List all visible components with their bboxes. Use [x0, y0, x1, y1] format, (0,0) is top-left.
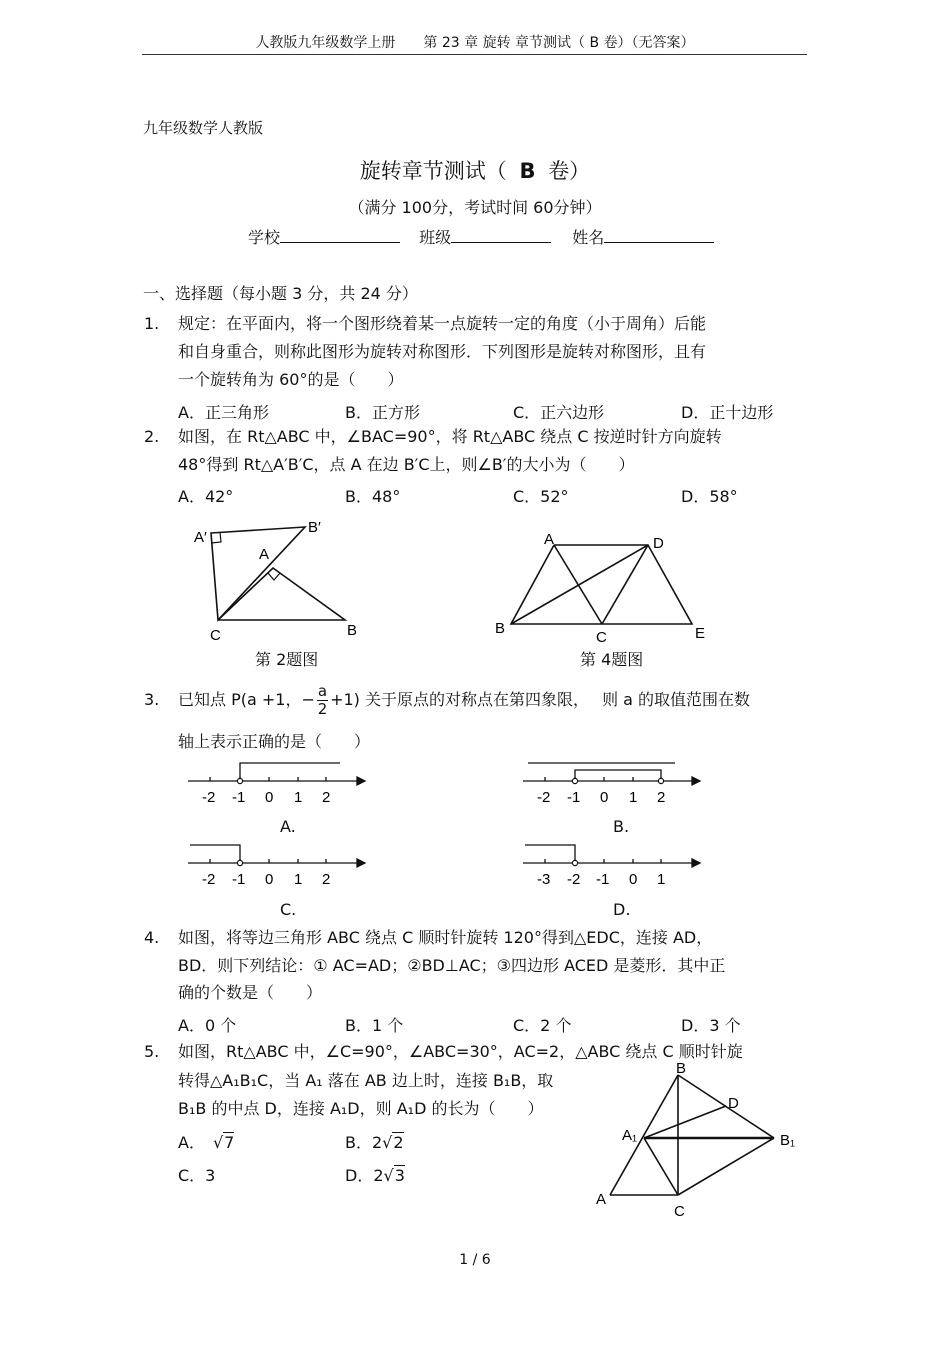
q1-line: 规定：在平面内，将一个图形绕着某一点旋转一定的角度（小于周角）后能: [178, 314, 707, 333]
tick-label: 2: [322, 789, 331, 806]
q1-line: 和自身重合，则称此图形为旋转对称图形．下列图形是旋转对称图形，且有: [178, 342, 707, 361]
figure-q2: [180, 510, 380, 650]
sqrt-sign: √: [382, 1133, 393, 1152]
class-blank[interactable]: [451, 228, 551, 243]
number-line-b[interactable]: [520, 755, 705, 810]
open-point: [237, 860, 242, 865]
title-end: 卷）: [548, 159, 591, 183]
q4-option-d[interactable]: D．3 个: [681, 1016, 741, 1035]
tick-label: 0: [265, 789, 274, 806]
outline-abde: [511, 545, 692, 624]
label-c: C: [596, 629, 607, 646]
label-d: D: [653, 535, 664, 552]
number-line-d[interactable]: [520, 837, 705, 892]
fig2-caption: 第 2题图: [255, 650, 319, 669]
label-b: B: [347, 622, 358, 639]
q2-line: 如图，在 Rt△ABC 中，∠BAC=90°，将 Rt△ABC 绕点 C 按逆时针方向旋转: [178, 427, 722, 446]
tick-label: -1: [596, 871, 610, 888]
tick-label: 1: [294, 871, 303, 888]
title-text: 旋转章节测试（: [359, 159, 507, 183]
school-label: 学校: [248, 228, 281, 247]
q2-number: 2.: [144, 427, 160, 446]
tick-label: -2: [202, 871, 216, 888]
tick-label: -1: [232, 789, 246, 806]
q3-frac-num: a: [317, 682, 328, 700]
q3-pre: 已知点 P(a +1，−: [178, 690, 315, 709]
open-point: [572, 860, 577, 865]
q5-option-a[interactable]: [178, 1130, 234, 1153]
name-blank[interactable]: [604, 228, 714, 243]
q5-option-d-label: D．2: [345, 1166, 384, 1185]
q3-option-c[interactable]: C.: [280, 900, 297, 919]
page-number: 1 / 6: [459, 1252, 491, 1268]
subject-tag: 九年级数学人教版: [143, 119, 264, 137]
q3-option-b[interactable]: B.: [613, 817, 630, 836]
segment-cb1: [678, 1138, 774, 1195]
figure-q5: [590, 1060, 810, 1225]
q5-line: 如图，Rt△ABC 中，∠C=90°，∠ABC=30°，AC=2，△ABC 绕点 C 顺时针旋: [178, 1042, 743, 1061]
subtitle: （满分 100分，考试时间 60分钟）: [348, 198, 602, 217]
q4-line: BD．则下列结论：① AC=AD；②BD⊥AC；③四边形 ACED 是菱形．其中正: [178, 956, 726, 975]
figure-q4: [490, 528, 720, 648]
open-point: [658, 778, 663, 783]
tick-label: 1: [294, 789, 303, 806]
q1-option-a[interactable]: A．正三角形: [178, 403, 269, 422]
q3-option-a[interactable]: A.: [280, 817, 296, 836]
tick-label: 0: [629, 871, 638, 888]
q2-line: 48°得到 Rt△A′B′C，点 A 在边 B′C上，则∠B′的大小为（ ）: [178, 455, 635, 474]
tick-label: -1: [232, 871, 246, 888]
segment-a1c: [644, 1138, 678, 1195]
label-b: B: [495, 620, 506, 637]
label-a1: A′: [194, 529, 207, 546]
q1-option-d[interactable]: D．正十边形: [681, 403, 774, 422]
triangle-a1-b1-c: [211, 527, 305, 620]
q5-option-d[interactable]: [345, 1163, 405, 1186]
class-label: 班级: [419, 228, 452, 247]
tick-label: 2: [322, 871, 331, 888]
q3-number: 3.: [144, 690, 160, 709]
name-label: 姓名: [572, 228, 605, 247]
q4-line: 确的个数是（ ）: [178, 983, 323, 1002]
label-a1: A₁: [622, 1127, 638, 1144]
q5-number: 5.: [144, 1042, 160, 1061]
tick-label: 0: [600, 789, 609, 806]
segment-a1d: [644, 1106, 726, 1138]
q4-option-b[interactable]: B．1 个: [345, 1016, 404, 1035]
q5-option-b-label: B．2: [345, 1133, 383, 1152]
label-a: A: [259, 546, 270, 563]
page-header: 人教版九年级数学上册 第 23 章 旋转 章节测试（ B 卷）（无答案）: [255, 35, 695, 51]
tick-label: 1: [657, 871, 666, 888]
tick-label: 2: [657, 789, 666, 806]
label-c: C: [210, 627, 221, 644]
q5-line: B₁B 的中点 D，连接 A₁D，则 A₁D 的长为（ ）: [178, 1099, 544, 1118]
triangle-a-b-c: [218, 568, 345, 620]
label-d: D: [728, 1095, 739, 1112]
q2-option-a[interactable]: A．42°: [178, 487, 234, 506]
sqrt-sign: √: [212, 1133, 224, 1152]
q2-option-d[interactable]: D．58°: [681, 487, 738, 506]
q1-number: 1.: [144, 314, 160, 333]
page-title: [0, 158, 950, 184]
number-line-a[interactable]: [185, 755, 370, 810]
q2-option-c[interactable]: C．52°: [513, 487, 569, 506]
label-b1: B₁: [780, 1132, 796, 1149]
q3-post: +1) 关于原点的对称点在第四象限， 则 a 的取值范围在数: [330, 690, 751, 709]
number-line-c[interactable]: [185, 837, 370, 892]
q2-option-b[interactable]: B．48°: [345, 487, 401, 506]
label-a: A: [596, 1191, 607, 1208]
segment-bd: [511, 545, 648, 624]
label-a: A: [544, 531, 555, 548]
q4-line: 如图，将等边三角形 ABC 绕点 C 顺时针旋转 120°得到△EDC，连接 AD，: [178, 928, 713, 947]
tick-label: 1: [629, 789, 638, 806]
q1-line: 一个旋转角为 60°的是（ ）: [178, 370, 404, 389]
q5-option-a-label: A．: [178, 1133, 205, 1152]
q5-option-d-radicand: 3: [394, 1166, 405, 1185]
header-rule: [142, 54, 807, 55]
tick-label: -2: [202, 789, 216, 806]
q4-option-a[interactable]: A．0 个: [178, 1016, 237, 1035]
q3-fraction: [317, 683, 328, 718]
q3-option-d[interactable]: D.: [613, 900, 631, 919]
tick-label: -3: [537, 871, 551, 888]
q5-option-a-radicand: 7: [224, 1133, 235, 1152]
right-angle-mark-a: [268, 573, 280, 580]
sqrt-sign: √: [383, 1166, 394, 1185]
q4-number: 4.: [144, 928, 160, 947]
q3-frac-den: 2: [317, 700, 328, 718]
q1-option-c[interactable]: C．正六边形: [513, 403, 605, 422]
q4-option-c[interactable]: C．2 个: [513, 1016, 572, 1035]
title-b: B: [519, 159, 536, 183]
q5-line: 转得△A₁B₁C，当 A₁ 落在 AB 边上时，连接 B₁B，取: [178, 1071, 554, 1090]
q1-option-b[interactable]: B．正方形: [345, 403, 420, 422]
label-c: C: [674, 1203, 685, 1220]
tick-label: -1: [567, 789, 581, 806]
q5-option-b[interactable]: [345, 1130, 404, 1153]
school-blank[interactable]: [280, 228, 400, 243]
q5-option-b-radicand: 2: [393, 1133, 404, 1152]
fig4-caption: 第 4题图: [580, 650, 644, 669]
label-b1: B′: [308, 519, 321, 536]
open-point: [237, 778, 242, 783]
section-heading: 一、选择题（每小题 3 分，共 24 分）: [143, 284, 418, 303]
info-line: [248, 228, 714, 248]
tick-label: 0: [265, 871, 274, 888]
tick-label: -2: [537, 789, 551, 806]
q3-line1: [178, 676, 750, 724]
label-b: B: [676, 1060, 687, 1077]
q3-line2: 轴上表示正确的是（ ）: [178, 732, 371, 751]
open-point: [572, 778, 577, 783]
q5-option-c[interactable]: C．3: [178, 1166, 216, 1185]
segment-dc: [602, 545, 648, 624]
tick-label: -2: [567, 871, 581, 888]
label-e: E: [695, 625, 706, 642]
